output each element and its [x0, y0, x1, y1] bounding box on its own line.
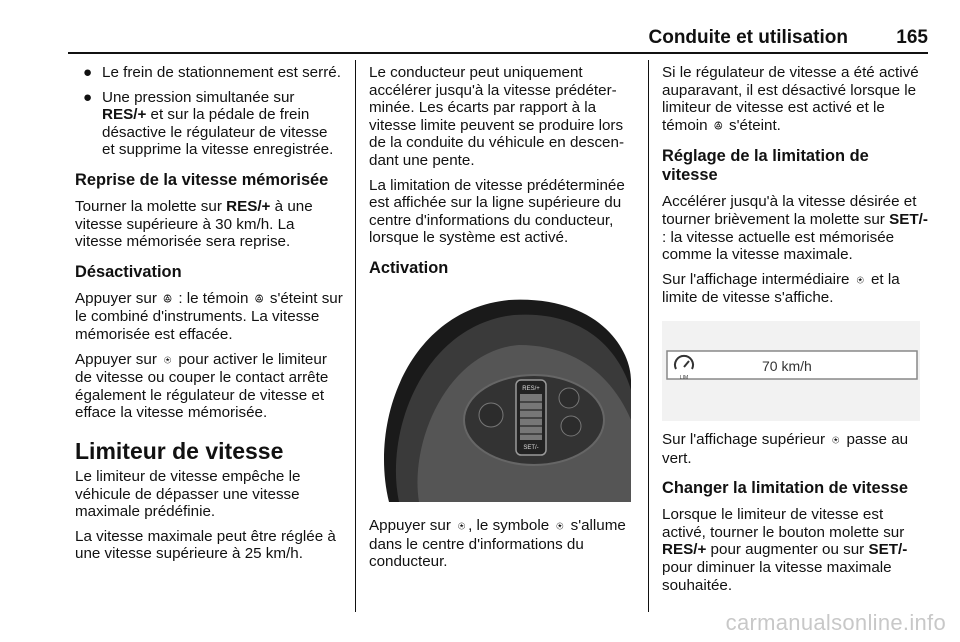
paragraph: Sur l'affichage supérieur ⍟ passe au vert.	[662, 430, 909, 467]
speed-limiter-icon: ⍟	[164, 352, 172, 367]
paragraph: Tourner la molette sur RES/+ à une vitesse supérieure à 30 km/h. La vitesse mémorisée sera reprise.	[75, 197, 313, 251]
paragraph: Lorsque le limiteur de vitesse est activé, tourner le bouton molette sur RES/+ pour augmenter ou sur SET/- pour diminuer la vitesse maximale souhaitée.	[662, 506, 908, 594]
speed-limiter-icon: ⍟	[556, 518, 564, 533]
column-1	[75, 64, 343, 570]
cruise-control-icon: ꔮ	[162, 291, 173, 306]
paragraph: La limitation de vitesse prédéterminée est affichée sur la ligne supérieure du centre d'informations du conducteur, lorsque le système est activé.	[369, 176, 625, 247]
paragraph: Accélérer jusqu'à la vitesse désirée et tourner brièvement la molette sur SET/- : la vitesse actuelle est mémorisée comme la vitesse maximale.	[662, 193, 928, 264]
paragraph: Le limiteur de vitesse empêche le véhicule de dépasser une vitesse maximale prédéfinie.	[75, 467, 301, 521]
column-divider-1	[355, 60, 356, 612]
speed-limiter-icon: ⍟	[856, 272, 864, 287]
column-3	[662, 64, 928, 601]
watermark: carmanualsonline.info	[725, 610, 946, 635]
paragraph: Appuyer sur ⍟ pour activer le limiteur de vitesse ou couper le contact arrête également le régulateur de vitesse et efface la vitesse mémorisée.	[75, 350, 329, 422]
heading-set-limit: Réglage de la limitation de vitesse	[662, 147, 869, 185]
heading-activation: Activation	[369, 258, 449, 277]
heading-speed-limiter: Limiteur de vitesse	[75, 437, 284, 464]
section-title: Conduite et utilisation	[648, 27, 848, 48]
heading-resume: Reprise de la vitesse mémorisée	[75, 170, 329, 189]
cruise-control-icon: ꔮ	[254, 291, 264, 306]
column-2	[369, 64, 633, 578]
paragraph: Appuyer sur ꔮ : le témoin ꔮ s'éteint sur le combiné d'instruments. La vitesse mémorisée est effacée.	[75, 289, 343, 343]
cruise-control-icon: ꔮ	[713, 118, 723, 133]
heading-deactivation: Désactivation	[75, 262, 182, 281]
display-speed-value: 70 km/h	[762, 357, 812, 374]
page-number: 165	[896, 27, 928, 48]
page-header	[0, 0, 960, 52]
display-lim-label: LIM	[679, 374, 689, 381]
column-divider-2	[648, 60, 649, 612]
wheel-res-label: RES/+	[522, 385, 540, 392]
paragraph: Sur l'affichage intermédiaire ⍟ et la limite de vitesse s'affiche.	[662, 270, 900, 307]
steering-wheel-image	[369, 290, 631, 502]
paragraph: Le conducteur peut uniquement accélérer jusqu'à la vitesse prédéterminée. Les écarts par rapport à la vitesse limite peuvent se produire lors de la conduite du véhicule en descendant une pente.	[369, 64, 624, 169]
display-image	[662, 321, 920, 421]
speed-limiter-icon: ⍟	[832, 432, 840, 447]
paragraph: La vitesse maximale peut être réglée à une vitesse supérieure à 25 km/h.	[75, 527, 336, 563]
header-rule	[68, 52, 928, 54]
list-item: ● Une pression simultanée sur RES/+ et sur la pédale de frein désactive le régulateur de vitesse et supprime la vitesse enregistrée.	[83, 88, 334, 159]
paragraph: Appuyer sur ⍟ , le symbole ⍟ s'allume dans le centre d'informations du conducteur.	[369, 516, 626, 571]
list-item: ● Le frein de stationnement est serré.	[83, 64, 341, 81]
heading-change-limit: Changer la limitation de vitesse	[662, 479, 908, 498]
wheel-set-label: SET/-	[523, 444, 539, 451]
paragraph: Si le régulateur de vitesse a été activé auparavant, il est désactivé lorsque le limiteur de vitesse est activé et le témoin ꔮ s'éteint.	[662, 64, 919, 134]
speed-limiter-icon: ⍟	[458, 518, 466, 533]
